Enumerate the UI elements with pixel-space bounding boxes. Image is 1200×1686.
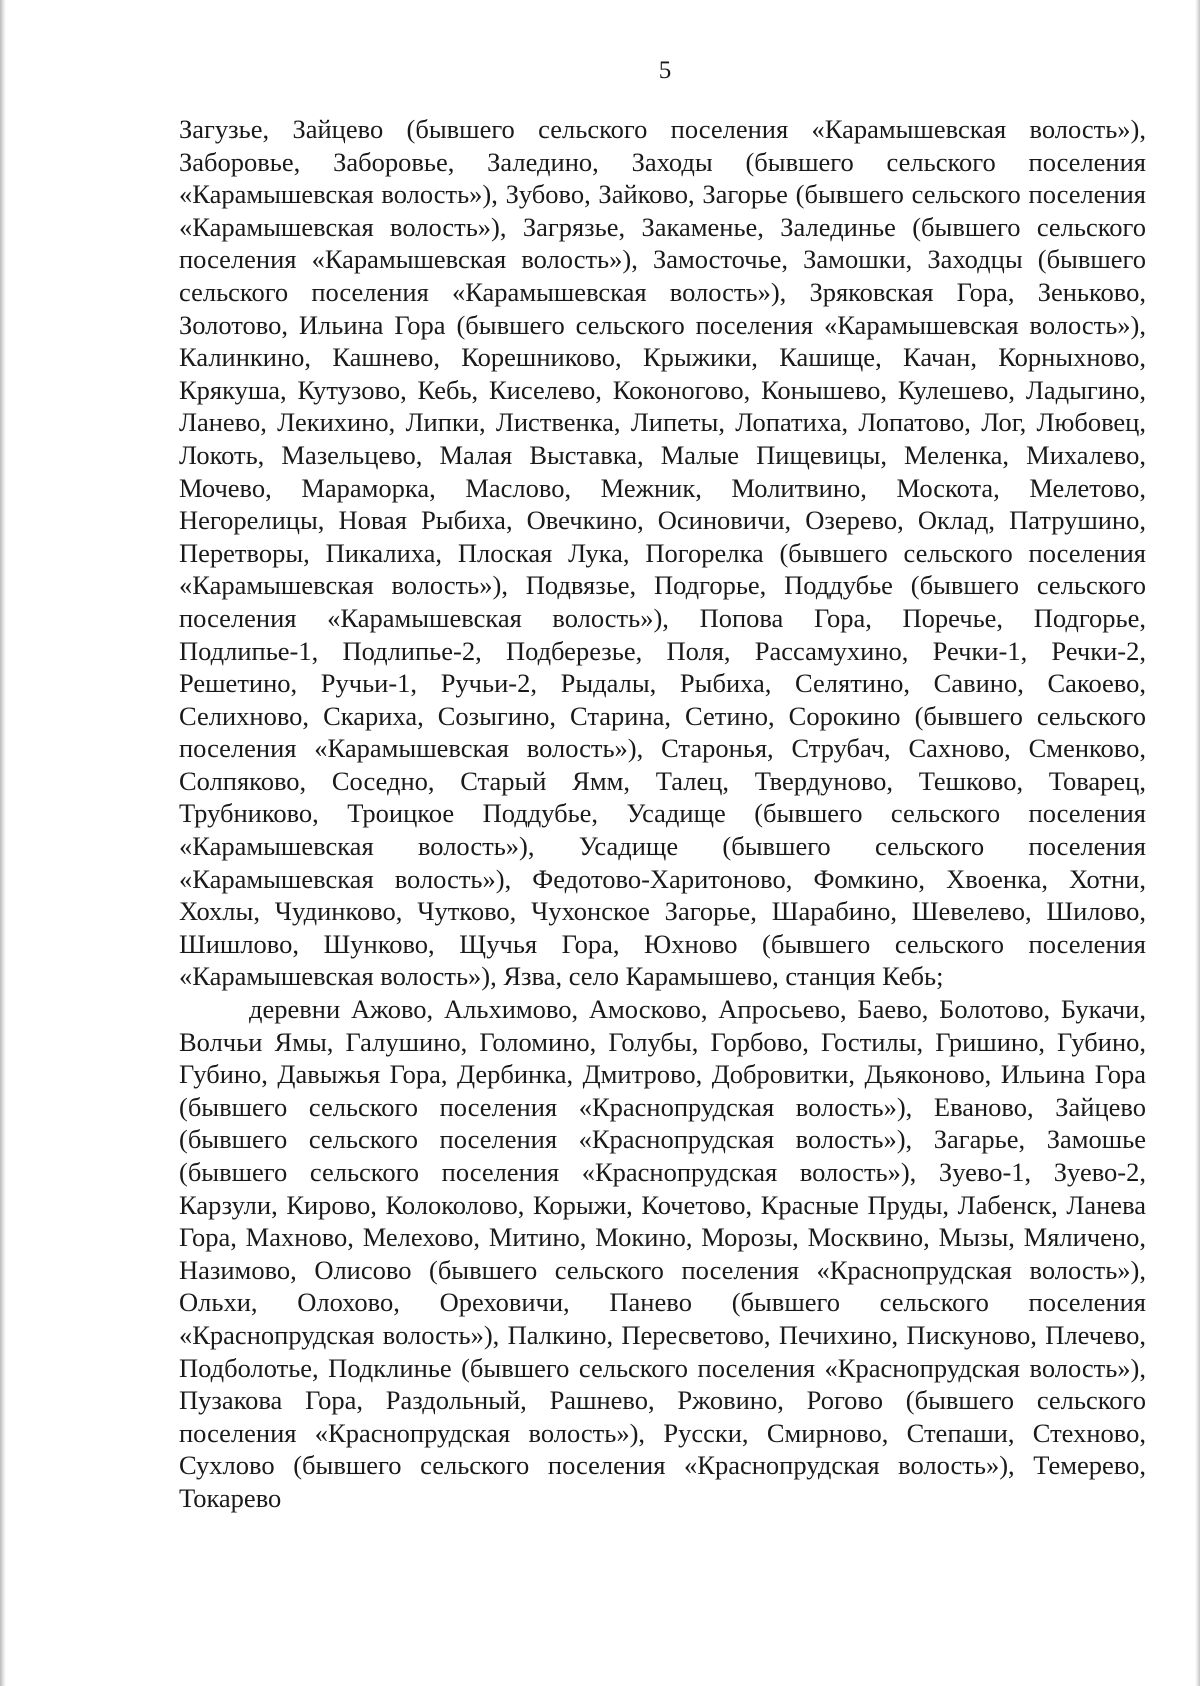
paragraph-krasnoprudskaya-list: деревни Ажово, Альхимово, Амосково, Апросьево, Баево, Болотово, Букачи, Волчьи Ямы, Галушино, Голомино, Голубы, Горбово, Гостилы, Гришино, Губино, Губино, Давыжья Гора, Дербинка, Дмитрово, Добровитки, Дьяконово, Ильина Гора (бывшего сельского поселения «Краснопрудская волость»), Еваново, Зайцево (бывшего сельского поселения «Краснопрудская волость»), Загарье, Замошье (бывшего сельского поселения «Краснопрудская волость»), Зуево-1, Зуево-2, Карзули, Кирово, Колоколово, Корыжи, Кочетово, Красные Пруды, Лабенск, Ланева Гора, Махново, Мелехово, Митино, Мокино, Морозы, Москвино, Мызы, Мяличено, Назимово, Олисово (бывшего сельского поселения «Краснопрудская волость»), Ольхи, Олохово, Ореховичи, Паневo (бывшего сельского поселения «Краснопрудская волость»), Палкино, Пересветово, Печихино, Пискуново, Плечево, Подболотье, Подклинье (бывшего сельского поселения «Краснопрудская волость»), Пузакова Гора, Раздольный, Рашнево, Ржовино, Рогово (бывшего сельского поселения «Краснопрудская волость»), Русски, Смирново, Степаши, Стехново, Сухлово (бывшего сельского поселения «Краснопрудская волость»), Темерево, Токарево (179, 994, 1146, 1513)
paragraph-karamyshevskaya-list: Загузье, Зайцево (бывшего сельского поселения «Карамышевская волость»), Заборовье, Заборовье, Заледино, Заходы (бывшего сельского поселения «Карамышевская волость»), Зубово, Зайково, Загорье (бывшего сельского поселения «Карамышевская волость»), Загрязье, Закаменье, Залединье (бывшего сельского поселения «Карамышевская волость»), Замосточье, Замошки, Заходцы (бывшего сельского поселения «Карамышевская волость»), Зряковская Гора, Зеньково, Золотово, Ильина Гора (бывшего сельского поселения «Карамышевская волость»), Калинкино, Кашнево, Корешниково, Крыжики, Кашище, Качан, Корныхново, Крякуша, Кутузово, Кебь, Киселево, Коконогово, Конышево, Кулешево, Ладыгино, Ланево, Лекихино, Липки, Лиственка, Липеты, Лопатиха, Лопатово, Лог, Любовец, Локоть, Мазельцево, Малая Выставка, Малые Пищевицы, Меленка, Михалево, Мочево, Мараморка, Маслово, Межник, Молитвино, Москота, Мелетово, Негорелицы, Новая Рыбиха, Овечкино, Осиновичи, Озерево, Оклад, Патрушино, Перетворы, Пикалиха, Плоская Лука, Погорелка (бывшего сельского поселения «Карамышевская волость»), Подвязье, Подгорье, Поддубье (бывшего сельского поселения «Карамышевская волость»), Попова Гора, Поречье, Подгорье, Подлипье-1, Подлипье-2, Подберезье, Поля, Рассамухино, Речки-1, Речки-2, Решетино, Ручьи-1, Ручьи-2, Рыдалы, Рыбиха, Селятино, Савино, Сакоево, Селихново, Скариха, Созыгино, Старина, Сетино, Сорокино (бывшего сельского поселения «Карамышевская волость»), Старонья, Струбач, Сахново, Сменково, Солпяково, Соседно, Старый Ямм, Талец, Твердуново, Тешково, Товарец, Трубниково, Троицкое Поддубье, Усадище (бывшего сельского поселения «Карамышевская волость»), Усадище (бывшего сельского поселения «Карамышевская волость»), Федотово-Харитоново, Фомкино, Хвоенка, Хотни, Хохлы, Чудинково, Чутково, Чухонское Загорье, Шарабино, Шевелево, Шилово, Шишлово, Шунково, Щучья Гора, Юхново (бывшего сельского поселения «Карамышевская волость»), Язва, село Карамышево, станция Кебь; (179, 114, 1146, 992)
scan-border-left (0, 0, 6, 1686)
scan-border-right (1195, 0, 1200, 1686)
document-body (179, 113, 1146, 1515)
page-number: 5 (658, 57, 672, 84)
